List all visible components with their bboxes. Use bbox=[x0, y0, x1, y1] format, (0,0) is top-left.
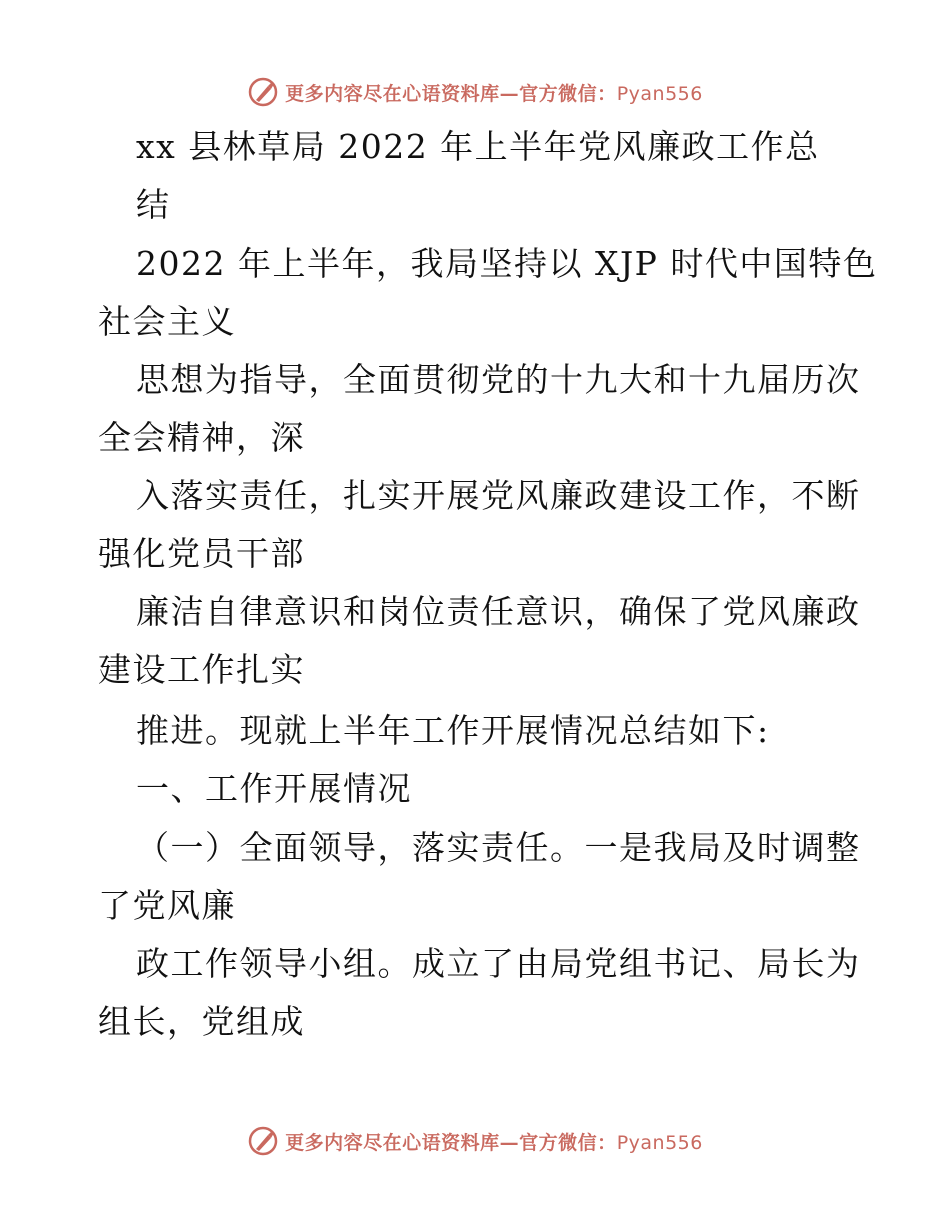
header-watermark bbox=[0, 72, 950, 112]
pen-nib-circle-icon bbox=[247, 76, 279, 108]
section-heading: 一、工作开展情况 bbox=[136, 769, 412, 808]
paragraph-line: （一）全面领导，落实责任。一是我局及时调整 bbox=[136, 828, 861, 867]
paragraph-line: 组长，党组成 bbox=[98, 1002, 305, 1041]
paragraph-line: 思想为指导，全面贯彻党的十九大和十九届历次 bbox=[136, 360, 861, 399]
watermark-contact-id: Pyan556 bbox=[616, 82, 703, 105]
paragraph-line: 廉洁自律意识和岗位责任意识，确保了党风廉政 bbox=[136, 592, 861, 631]
paragraph-line: 社会主义 bbox=[98, 302, 236, 341]
watermark-site-text: 更多内容尽在心语资料库— bbox=[285, 1131, 520, 1154]
paragraph-line: 强化党员干部 bbox=[98, 534, 305, 573]
watermark-contact-id: Pyan556 bbox=[616, 1131, 703, 1154]
title-line-1: xx 县林草局 2022 年上半年党风廉政工作总 bbox=[136, 127, 820, 166]
pen-nib-circle-icon bbox=[247, 1125, 279, 1157]
title-line-2: 结 bbox=[136, 185, 171, 224]
paragraph-line: 入落实责任，扎实开展党风廉政建设工作，不断 bbox=[136, 476, 861, 515]
paragraph-line: 了党风廉 bbox=[98, 886, 236, 925]
watermark-contact-label: 官方微信： bbox=[519, 82, 617, 105]
watermark-contact-label: 官方微信： bbox=[519, 1131, 617, 1154]
watermark-site-text: 更多内容尽在心语资料库— bbox=[285, 82, 520, 105]
footer-watermark bbox=[0, 1121, 950, 1161]
paragraph-line: 政工作领导小组。成立了由局党组书记、局长为 bbox=[136, 944, 861, 983]
paragraph-line: 推进。现就上半年工作开展情况总结如下: bbox=[136, 711, 770, 750]
paragraph-line: 全会精神，深 bbox=[98, 418, 305, 457]
paragraph-line: 2022 年上半年，我局坚持以 XJP 时代中国特色 bbox=[136, 244, 878, 283]
paragraph-line: 建设工作扎实 bbox=[98, 650, 305, 689]
